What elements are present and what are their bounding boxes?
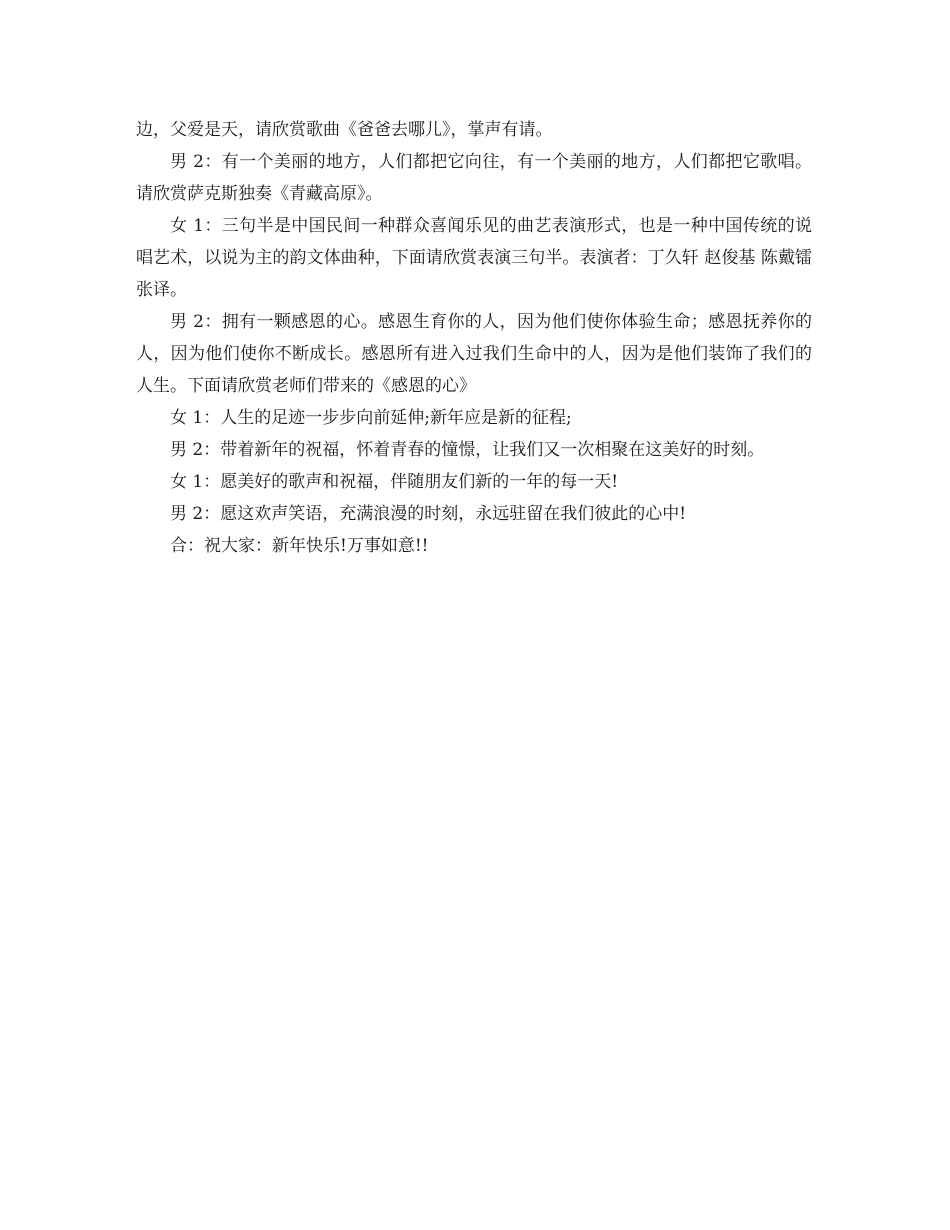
paragraph-9: 合：祝大家：新年快乐!万事如意!! — [170, 536, 429, 556]
paragraph-8: 男 2：愿这欢声笑语，充满浪漫的时刻，永远驻留在我们彼此的心中! — [170, 504, 687, 524]
paragraph-6: 男 2：带着新年的祝福，怀着青春的憧憬，让我们又一次相聚在这美好的时刻。 — [170, 440, 765, 460]
document-body — [136, 114, 812, 562]
paragraph-7: 女 1：愿美好的歌声和祝福，伴随朋友们新的一年的每一天! — [170, 472, 619, 492]
paragraph-2: 男 2：有一个美丽的地方，人们都把它向往，有一个美丽的地方，人们都把它歌唱。请欣赏萨克斯独奏《青藏高原》。 — [136, 152, 812, 204]
paragraph-4: 男 2：拥有一颗感恩的心。感恩生育你的人，因为他们使你体验生命；感恩抚养你的人，因为他们使你不断成长。感恩所有进入过我们生命中的人，因为是他们装饰了我们的人生。下面请欣赏老师们带来的《感恩的心》 — [136, 312, 812, 396]
paragraph-3: 女 1：三句半是中国民间一种群众喜闻乐见的曲艺表演形式，也是一种中国传统的说唱艺术，以说为主的韵文体曲种，下面请欣赏表演三句半。表演者：丁久轩 赵俊基 陈戴镭 张译。 — [136, 216, 812, 300]
paragraph-1: 边，父爱是天，请欣赏歌曲《爸爸去哪儿》，掌声有请。 — [136, 120, 553, 140]
paragraph-5: 女 1：人生的足迹一步步向前延伸;新年应是新的征程; — [170, 408, 572, 428]
